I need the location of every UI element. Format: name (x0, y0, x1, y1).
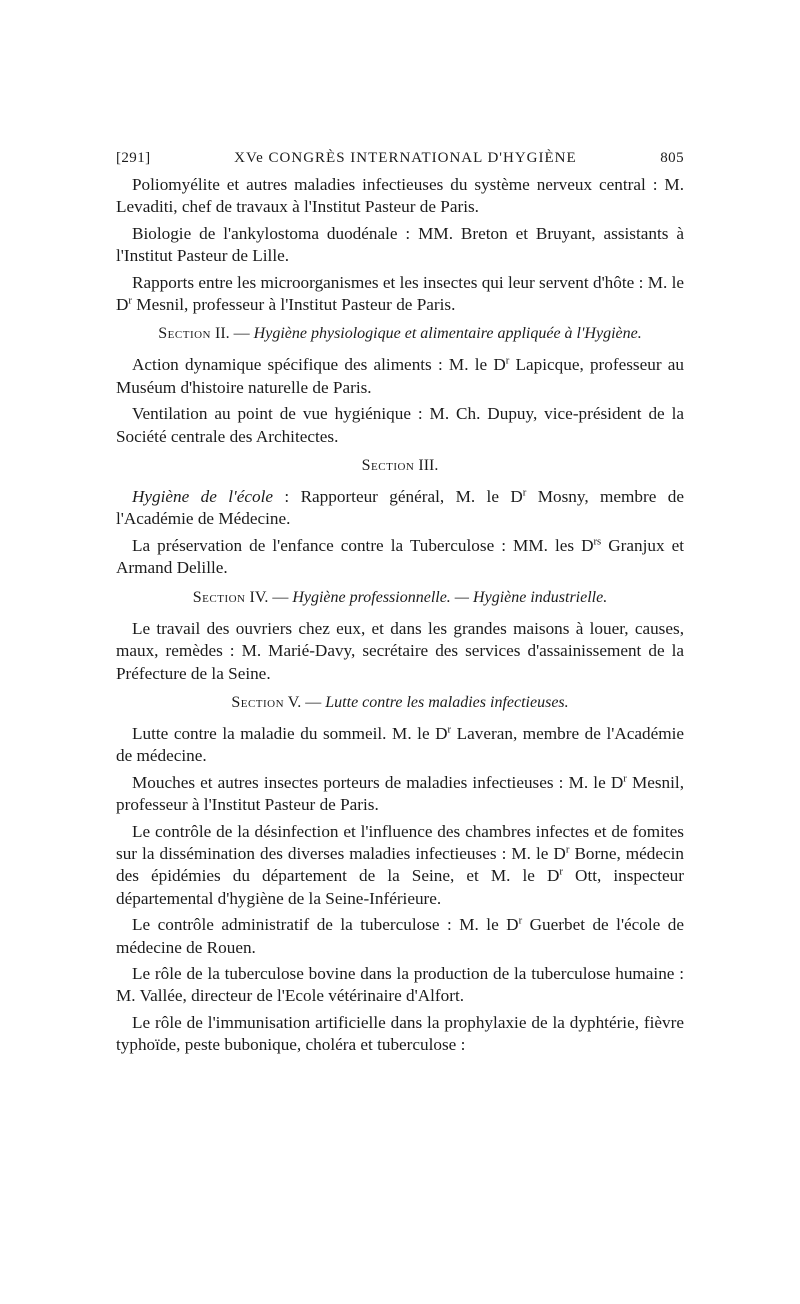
text-run: Action dynamique spécifique des aliments : M. le D (132, 355, 506, 375)
text-run: Biologie de l'ankylostoma duodénale : MM. Breton et Bruyant, assistants à l'Institut Pasteur de Lille. (116, 223, 684, 266)
superscript: r (128, 295, 132, 307)
paragraph (116, 535, 684, 580)
paragraph (116, 272, 684, 317)
running-header (116, 150, 684, 174)
superscript: r (447, 724, 452, 736)
text-run: Hygiène de l'école (132, 487, 273, 507)
text-run: V. — (284, 693, 326, 711)
superscript: r (522, 487, 527, 499)
paragraph (116, 1012, 684, 1057)
text-run: Mesnil, professeur à l'Institut Pasteur de Paris. (116, 772, 685, 815)
text-run: Rapports entre les microorganismes et les insectes qui leur servent d'hôte : M. le D (116, 272, 684, 315)
text-run: Laveran, membre de l'Académie de médecine. (116, 723, 684, 766)
text-run: Hygiène physiologique et alimentaire appliquée à l'Hygiène. (253, 325, 642, 343)
section-heading (116, 693, 684, 713)
paragraph (116, 403, 684, 448)
header-bracket-number: [291] (116, 150, 151, 166)
section-heading (116, 588, 684, 608)
header-title: XVe CONGRÈS INTERNATIONAL D'HYGIÈNE (234, 150, 577, 166)
paragraph (116, 821, 684, 911)
document-page (116, 150, 684, 1061)
paragraph (116, 772, 684, 817)
paragraph (116, 486, 684, 531)
text-run: Section (361, 457, 415, 475)
superscript: rs (593, 536, 602, 548)
page-body (116, 174, 684, 1057)
paragraph (116, 618, 684, 685)
text-run: Le rôle de la tuberculose bovine dans la production de la tuberculose humaine : M. Vallée, directeur de l'Ecole vétérinaire d'Alfort. (116, 963, 684, 1006)
text-run: Le rôle de l'immunisation artificielle dans la prophylaxie de la dyphtérie, fièvre typhoïde, peste bubonique, choléra et tuberculose : (116, 1012, 684, 1055)
paragraph (116, 354, 684, 399)
superscript: r (505, 355, 510, 367)
superscript: r (518, 915, 523, 927)
text-run: II. — (211, 325, 254, 343)
text-run: Hygiène professionnelle. — Hygiène industrielle. (292, 588, 608, 606)
section-heading (116, 324, 684, 344)
text-run: Lutte contre les maladies infectieuses. (325, 693, 569, 711)
text-run: Mosny, membre de l'Académie de Médecine. (116, 487, 684, 529)
superscript: r (565, 844, 570, 856)
text-run: Mesnil, professeur à l'Institut Pasteur de Paris. (131, 295, 456, 315)
text-run: Section (192, 588, 246, 606)
text-run: Lapicque, professeur au Muséum d'histoire naturelle de Paris. (116, 355, 684, 397)
paragraph (116, 723, 684, 768)
text-run: Le travail des ouvriers chez eux, et dans les grandes maisons à louer, causes, maux, remèdes : M. Marié-Davy, secrétaire des services d'assainissement de la Préfecture de la Seine. (116, 618, 684, 683)
text-run: Borne, médecin des épidémies du département de la Seine, et M. le D (116, 843, 684, 886)
text-run: III. (414, 457, 439, 475)
section-heading (116, 456, 684, 476)
text-run: Poliomyélite et autres maladies infectieuses du système nerveux central : M. Levaditi, chef de travaux à l'Institut Pasteur de Paris. (116, 175, 684, 217)
paragraph (116, 963, 684, 1008)
text-run: Mouches et autres insectes porteurs de maladies infectieuses : M. le D (132, 772, 624, 792)
text-run: Ott, inspecteur départemental d'hygiène de la Seine-Inférieure. (116, 866, 684, 908)
paragraph (116, 914, 684, 959)
text-run: Le contrôle de la désinfection et l'influence des chambres infectes et de fomites sur la dissémination des diverses maladies infectieuses : M. le D (116, 821, 684, 863)
text-run: Guerbet de l'école de médecine de Rouen. (116, 915, 684, 957)
text-run: Granjux et Armand Delille. (116, 535, 684, 578)
paragraph (116, 223, 684, 268)
superscript: r (623, 772, 627, 784)
text-run: Lutte contre la maladie du sommeil. M. le D (132, 723, 448, 743)
text-run: IV. — (245, 588, 293, 606)
text-run: Ventilation au point de vue hygiénique : M. Ch. Dupuy, vice-président de la Société centrale des Architectes. (116, 404, 684, 446)
text-run: Section (158, 325, 211, 343)
text-run: : Rapporteur général, M. le D (273, 487, 523, 507)
paragraph (116, 174, 684, 219)
text-run: Le contrôle administratif de la tuberculose : M. le D (132, 915, 519, 935)
text-run: La préservation de l'enfance contre la Tuberculose : MM. les D (132, 535, 594, 555)
superscript: r (559, 866, 563, 878)
page-number: 805 (660, 150, 684, 166)
text-run: Section (231, 693, 285, 711)
